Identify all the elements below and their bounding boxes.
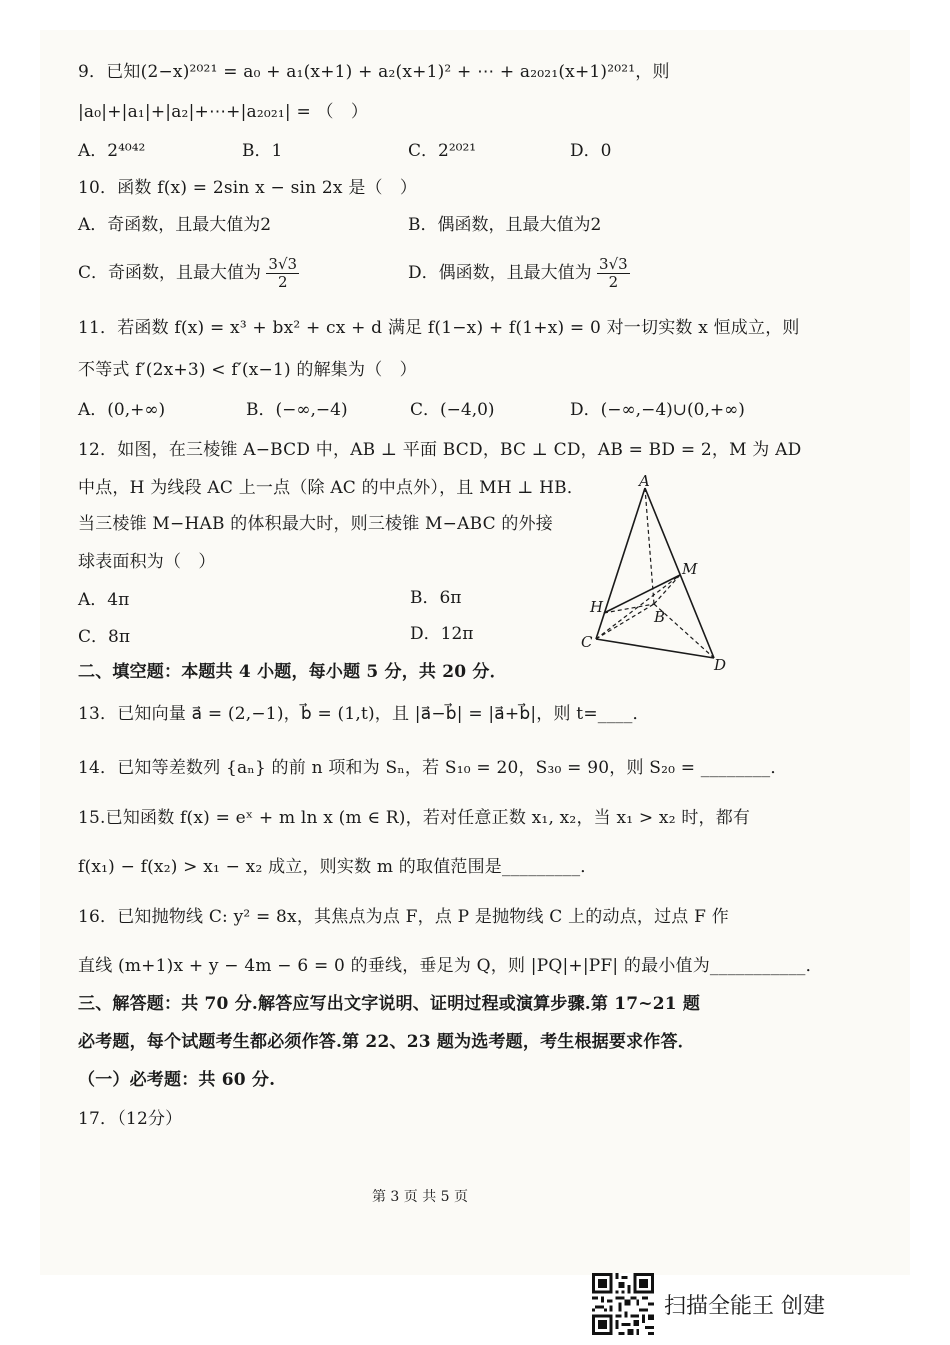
- q12-stem-line1: 12．如图，在三棱锥 A−BCD 中，AB ⊥ 平面 BCD，BC ⊥ CD，AB = BD = 2，M 为 AD: [78, 440, 802, 460]
- q11-option-c: C．(−4,0): [410, 400, 495, 420]
- q12-option-a: A．4π: [78, 590, 130, 610]
- q12-option-c: C．8π: [78, 627, 130, 647]
- q11-option-b: B．(−∞,−4): [246, 400, 348, 420]
- vertex-label-a: A: [639, 472, 650, 490]
- vertex-label-h: H: [590, 598, 604, 616]
- q10-option-d-fraction: [597, 256, 630, 291]
- q11-stem: 11．若函数 f(x) = x³ + bx² + cx + d 满足 f(1−x) + f(1+x) = 0 对一切实数 x 恒成立，则: [78, 318, 800, 338]
- q10-stem: 10．函数 f(x) = 2sin x − sin 2x 是（ ）: [78, 178, 418, 198]
- fraction-numerator: 3√3: [268, 255, 298, 273]
- fraction-denominator: 2: [277, 273, 288, 291]
- q12-stem-line2: 中点，H 为线段 AC 上一点（除 AC 的中点外），且 MH ⊥ HB．: [78, 478, 585, 498]
- scanner-watermark: 扫描全能王 创建: [664, 1294, 825, 1319]
- q9-expression: |a₀|+|a₁|+|a₂|+⋯+|a₂₀₂₁| = （ ）: [78, 102, 369, 122]
- q9-option-a: A．2⁴⁰⁴²: [78, 141, 146, 161]
- q9-option-b: B．1: [242, 141, 283, 161]
- q15-stem-line2: f(x₁) − f(x₂) > x₁ − x₂ 成立，则实数 m 的取值范围是_________．: [78, 857, 598, 877]
- q9-option-c: C．2²⁰²¹: [408, 141, 477, 161]
- page-footer: 第 3 页 共 5 页: [371, 1189, 469, 1205]
- vertex-label-b: B: [654, 608, 666, 626]
- q10-option-d-text: D．偶函数，且最大值为: [408, 263, 592, 283]
- q16-stem-line1: 16．已知抛物线 C: y² = 8x，其焦点为点 F，点 P 是抛物线 C 上的动点，过点 F 作: [78, 907, 729, 927]
- q10-option-a: A．奇函数，且最大值为2: [78, 215, 272, 235]
- q16-stem-line2: 直线 (m+1)x + y − 4m − 6 = 0 的垂线，垂足为 Q，则 |PQ|+|PF| 的最小值为___________．: [78, 956, 823, 976]
- vertex-label-m: M: [682, 560, 698, 578]
- q15-stem-line1: 15.已知函数 f(x) = eˣ + m ln x (m ∈ R)，若对任意正数 x₁, x₂，当 x₁ > x₂ 时，都有: [78, 808, 751, 828]
- q11-inequality: 不等式 f′(2x+3) < f′(x−1) 的解集为（ ）: [78, 360, 417, 380]
- edge-cm-hidden: [596, 575, 680, 639]
- q11-option-a: A．(0,+∞): [78, 400, 166, 420]
- vertex-label-c: C: [581, 633, 593, 651]
- tetrahedron-figure: [578, 472, 738, 674]
- q12-stem-line3: 当三棱锥 M−HAB 的体积最大时，则三棱锥 M−ABC 的外接: [78, 514, 554, 534]
- edge-bm-hidden: [654, 575, 680, 604]
- q12-stem-line4: 球表面积为（ ）: [78, 552, 216, 572]
- q11-option-d: D．(−∞,−4)∪(0,+∞): [570, 400, 745, 420]
- fraction-numerator: 3√3: [599, 255, 628, 273]
- edge-ac: [596, 488, 645, 639]
- q14-stem: 14．已知等差数列 {aₙ} 的前 n 项和为 Sₙ，若 S₁₀ = 20，S₃₀ = 90，则 S₂₀ = ________．: [78, 758, 788, 778]
- q10-option-b: B．偶函数，且最大值为2: [408, 215, 602, 235]
- q10-option-c-fraction: [266, 256, 299, 291]
- section-2-heading: 二、填空题：本题共 4 小题，每小题 5 分，共 20 分．: [78, 662, 507, 682]
- q12-option-d: D．12π: [410, 624, 474, 644]
- q17-stem: 17．（12分）: [78, 1109, 183, 1129]
- qr-code-icon: [592, 1273, 654, 1335]
- fraction-denominator: 2: [608, 273, 619, 291]
- q10-option-c: [78, 256, 299, 291]
- q12-option-b: B．6π: [410, 588, 462, 608]
- q13-stem: 13．已知向量 a⃗ = (2,−1)，b⃗ = (1,t)，且 |a⃗−b⃗| = |a⃗+b⃗|，则 t=____．: [78, 704, 650, 724]
- q9-stem: 9．已知(2−x)²⁰²¹ = a₀ + a₁(x+1) + a₂(x+1)² + ⋯ + a₂₀₂₁(x+1)²⁰²¹，则: [78, 62, 670, 82]
- section-3-heading: 三、解答题：共 70 分.解答应写出文字说明、证明过程或演算步骤.第 17~21 题: [78, 994, 701, 1014]
- vertex-label-d: D: [714, 656, 727, 674]
- q10-option-c-text: C．奇函数，且最大值为: [78, 263, 262, 283]
- section-3-subheading: （一）必考题：共 60 分.: [78, 1070, 276, 1090]
- q9-option-d: D．0: [570, 141, 612, 161]
- q10-option-d: [408, 256, 630, 291]
- edge-ad: [645, 488, 714, 658]
- section-3-instructions: 必考题，每个试题考生都必须作答.第 22、23 题为选考题，考生根据要求作答．: [78, 1032, 695, 1052]
